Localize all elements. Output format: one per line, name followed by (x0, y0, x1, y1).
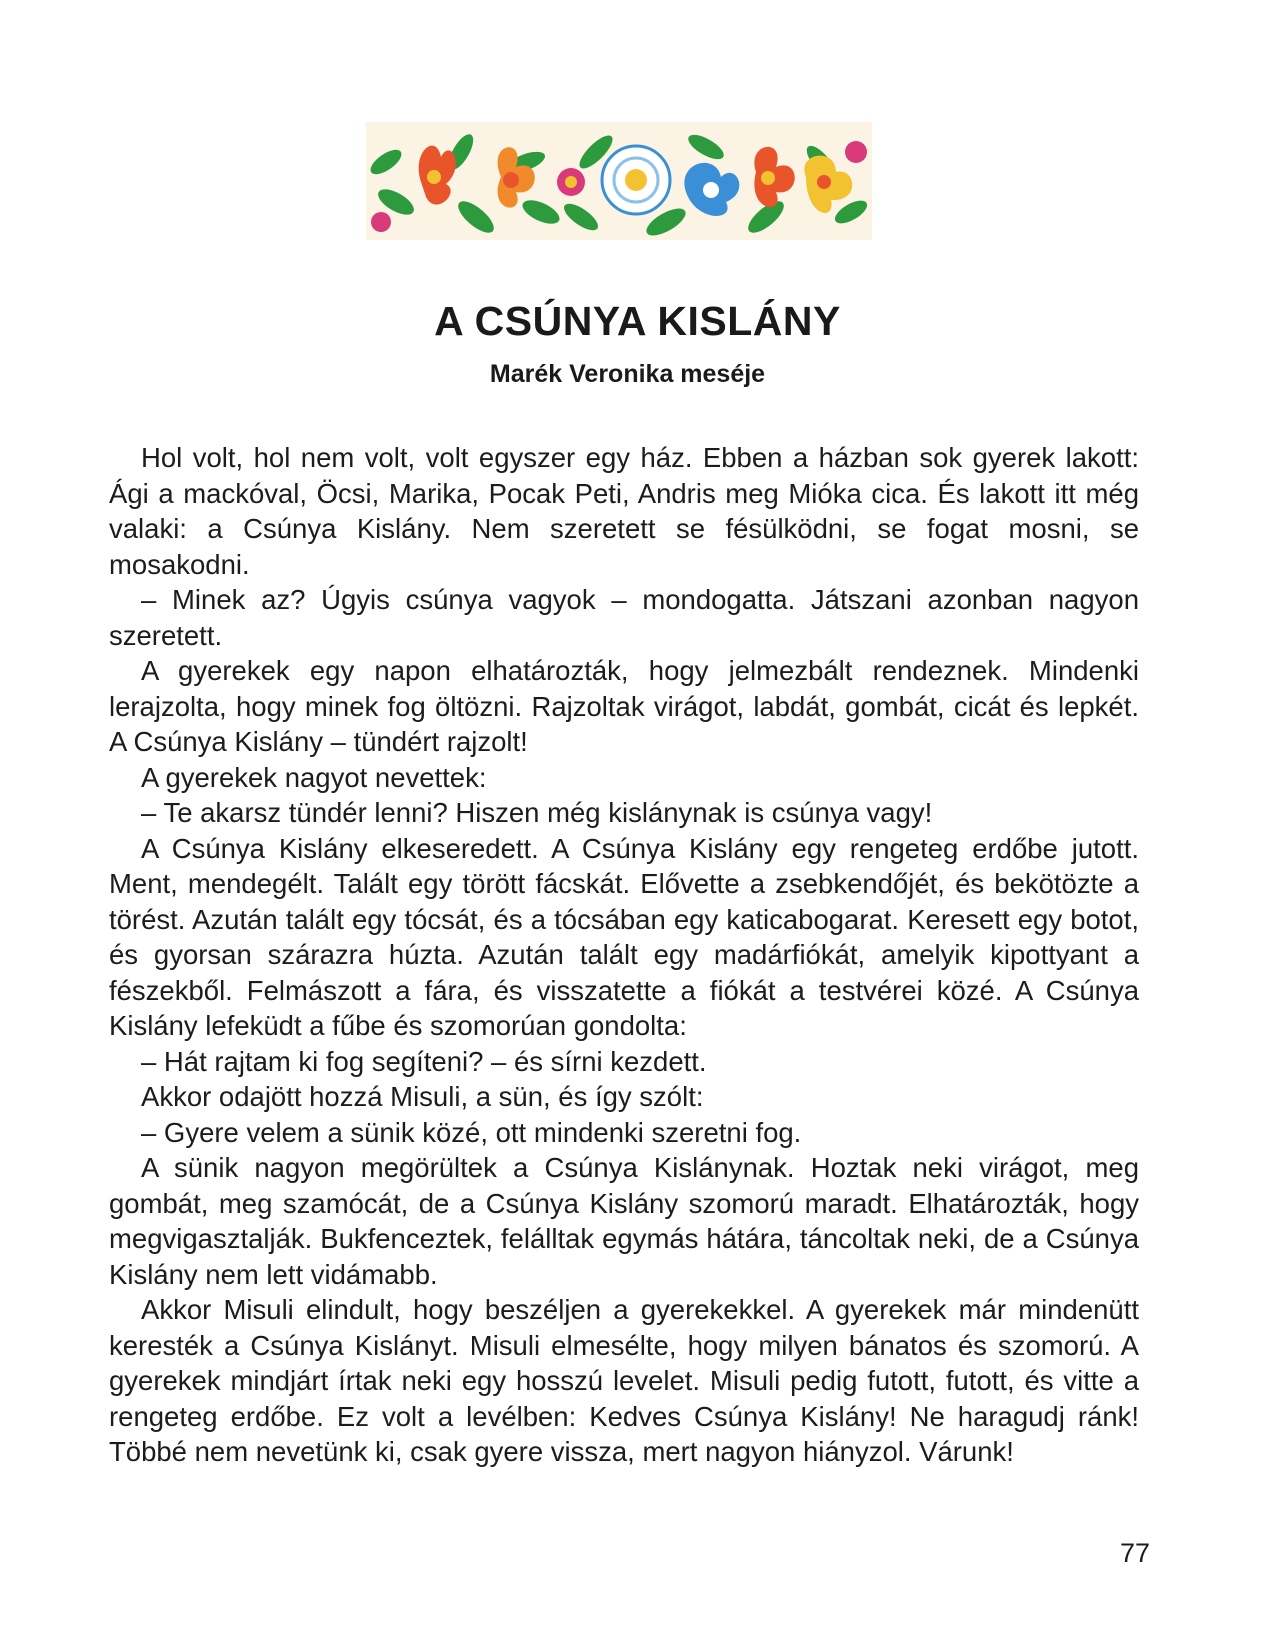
paragraph: Akkor odajött hozzá Misuli, a sün, és így szólt: (141, 1081, 704, 1112)
paragraph: A gyerekek egy napon elhatározták, hogy jelmezbált rendeznek. Mindenki lerajzolta, hogy minek fog öltözni. Rajzoltak virágot, labdát, gombát, cicát és lepkét. A Csúnya Kislány – tündért rajzolt! (109, 655, 1139, 757)
paragraph: Hol volt, hol nem volt, volt egyszer egy ház. Ebben a házban sok gyerek lakott: Ági a mackóval, Öcsi, Marika, Pocak Peti, Andris meg Mióka cica. És lakott itt még valaki: a Csúnya Kislány. Nem szeretett se fésülködni, se fogat mosni, se mosakodni. (109, 442, 1139, 580)
paragraph: – Minek az? Úgyis csúnya vagyok – mondogatta. Játszani azonban nagyon szeretett. (109, 584, 1139, 651)
paragraph: – Gyere velem a sünik közé, ott mindenki szeretni fog. (141, 1116, 802, 1148)
paragraph: – Te akarsz tündér lenni? Hiszen még kislánynak is csúnya vagy! (141, 797, 933, 828)
paragraph: Akkor Misuli elindult, hogy beszéljen a gyerekekkel. A gyerekek már mindenütt keresték a Csúnya Kislányt. Misuli elmesélte, hogy milyen bánatos és szomorú. A gyerekek mindjárt írtak neki egy hosszú levelet. Misuli pedig futott, futott, és vitte a rengeteg erdőbe. Ez volt a levélben: Kedves Csúnya Kislány! Ne haragudj ránk! Többé nem nevetünk ki, csak gyere vissza, mert nagyon hiányzol. Várunk! (109, 1294, 1139, 1467)
paragraph: – Hát rajtam ki fog segíteni? – és sírni kezdett. (141, 1045, 707, 1077)
story-body (109, 440, 1139, 1470)
folk-flower-ornament-icon (366, 122, 872, 240)
story-title: A CSÚNYA KISLÁNY (434, 298, 841, 344)
paragraph: A Csúnya Kislány elkeseredett. A Csúnya Kislány egy rengeteg erdőbe jutott. Ment, mendegélt. Talált egy törött fácskát. Elővette a zsebkendőjét, és bekötözte a törést. Azután talált egy tócsát, és a tócsában egy katicabogarat. Keresett egy botot, és gyorsan szárazra húzta. Azután talált egy madárfiókát, amelyik kipottyant a fészekből. Felmászott a fára, és visszatette a fiókát a testvérei közé. A Csúnya Kislány lefeküdt a fűbe és szomorúan gondolta: (109, 832, 1139, 1041)
paragraph: A gyerekek nagyot nevettek: (141, 761, 487, 793)
page-number: 77 (1119, 1538, 1150, 1568)
paragraph: A sünik nagyon megörültek a Csúnya Kislánynak. Hoztak neki virágot, meg gombát, meg szamócát, de a Csúnya Kislány szomorú maradt. Elhatározták, hogy megvigasztalják. Bukfenceztek, felálltak egymás hátára, táncoltak neki, de a Csúnya Kislány nem lett vidámabb. (109, 1152, 1139, 1290)
story-subtitle: Marék Veronika meséje (489, 360, 766, 388)
